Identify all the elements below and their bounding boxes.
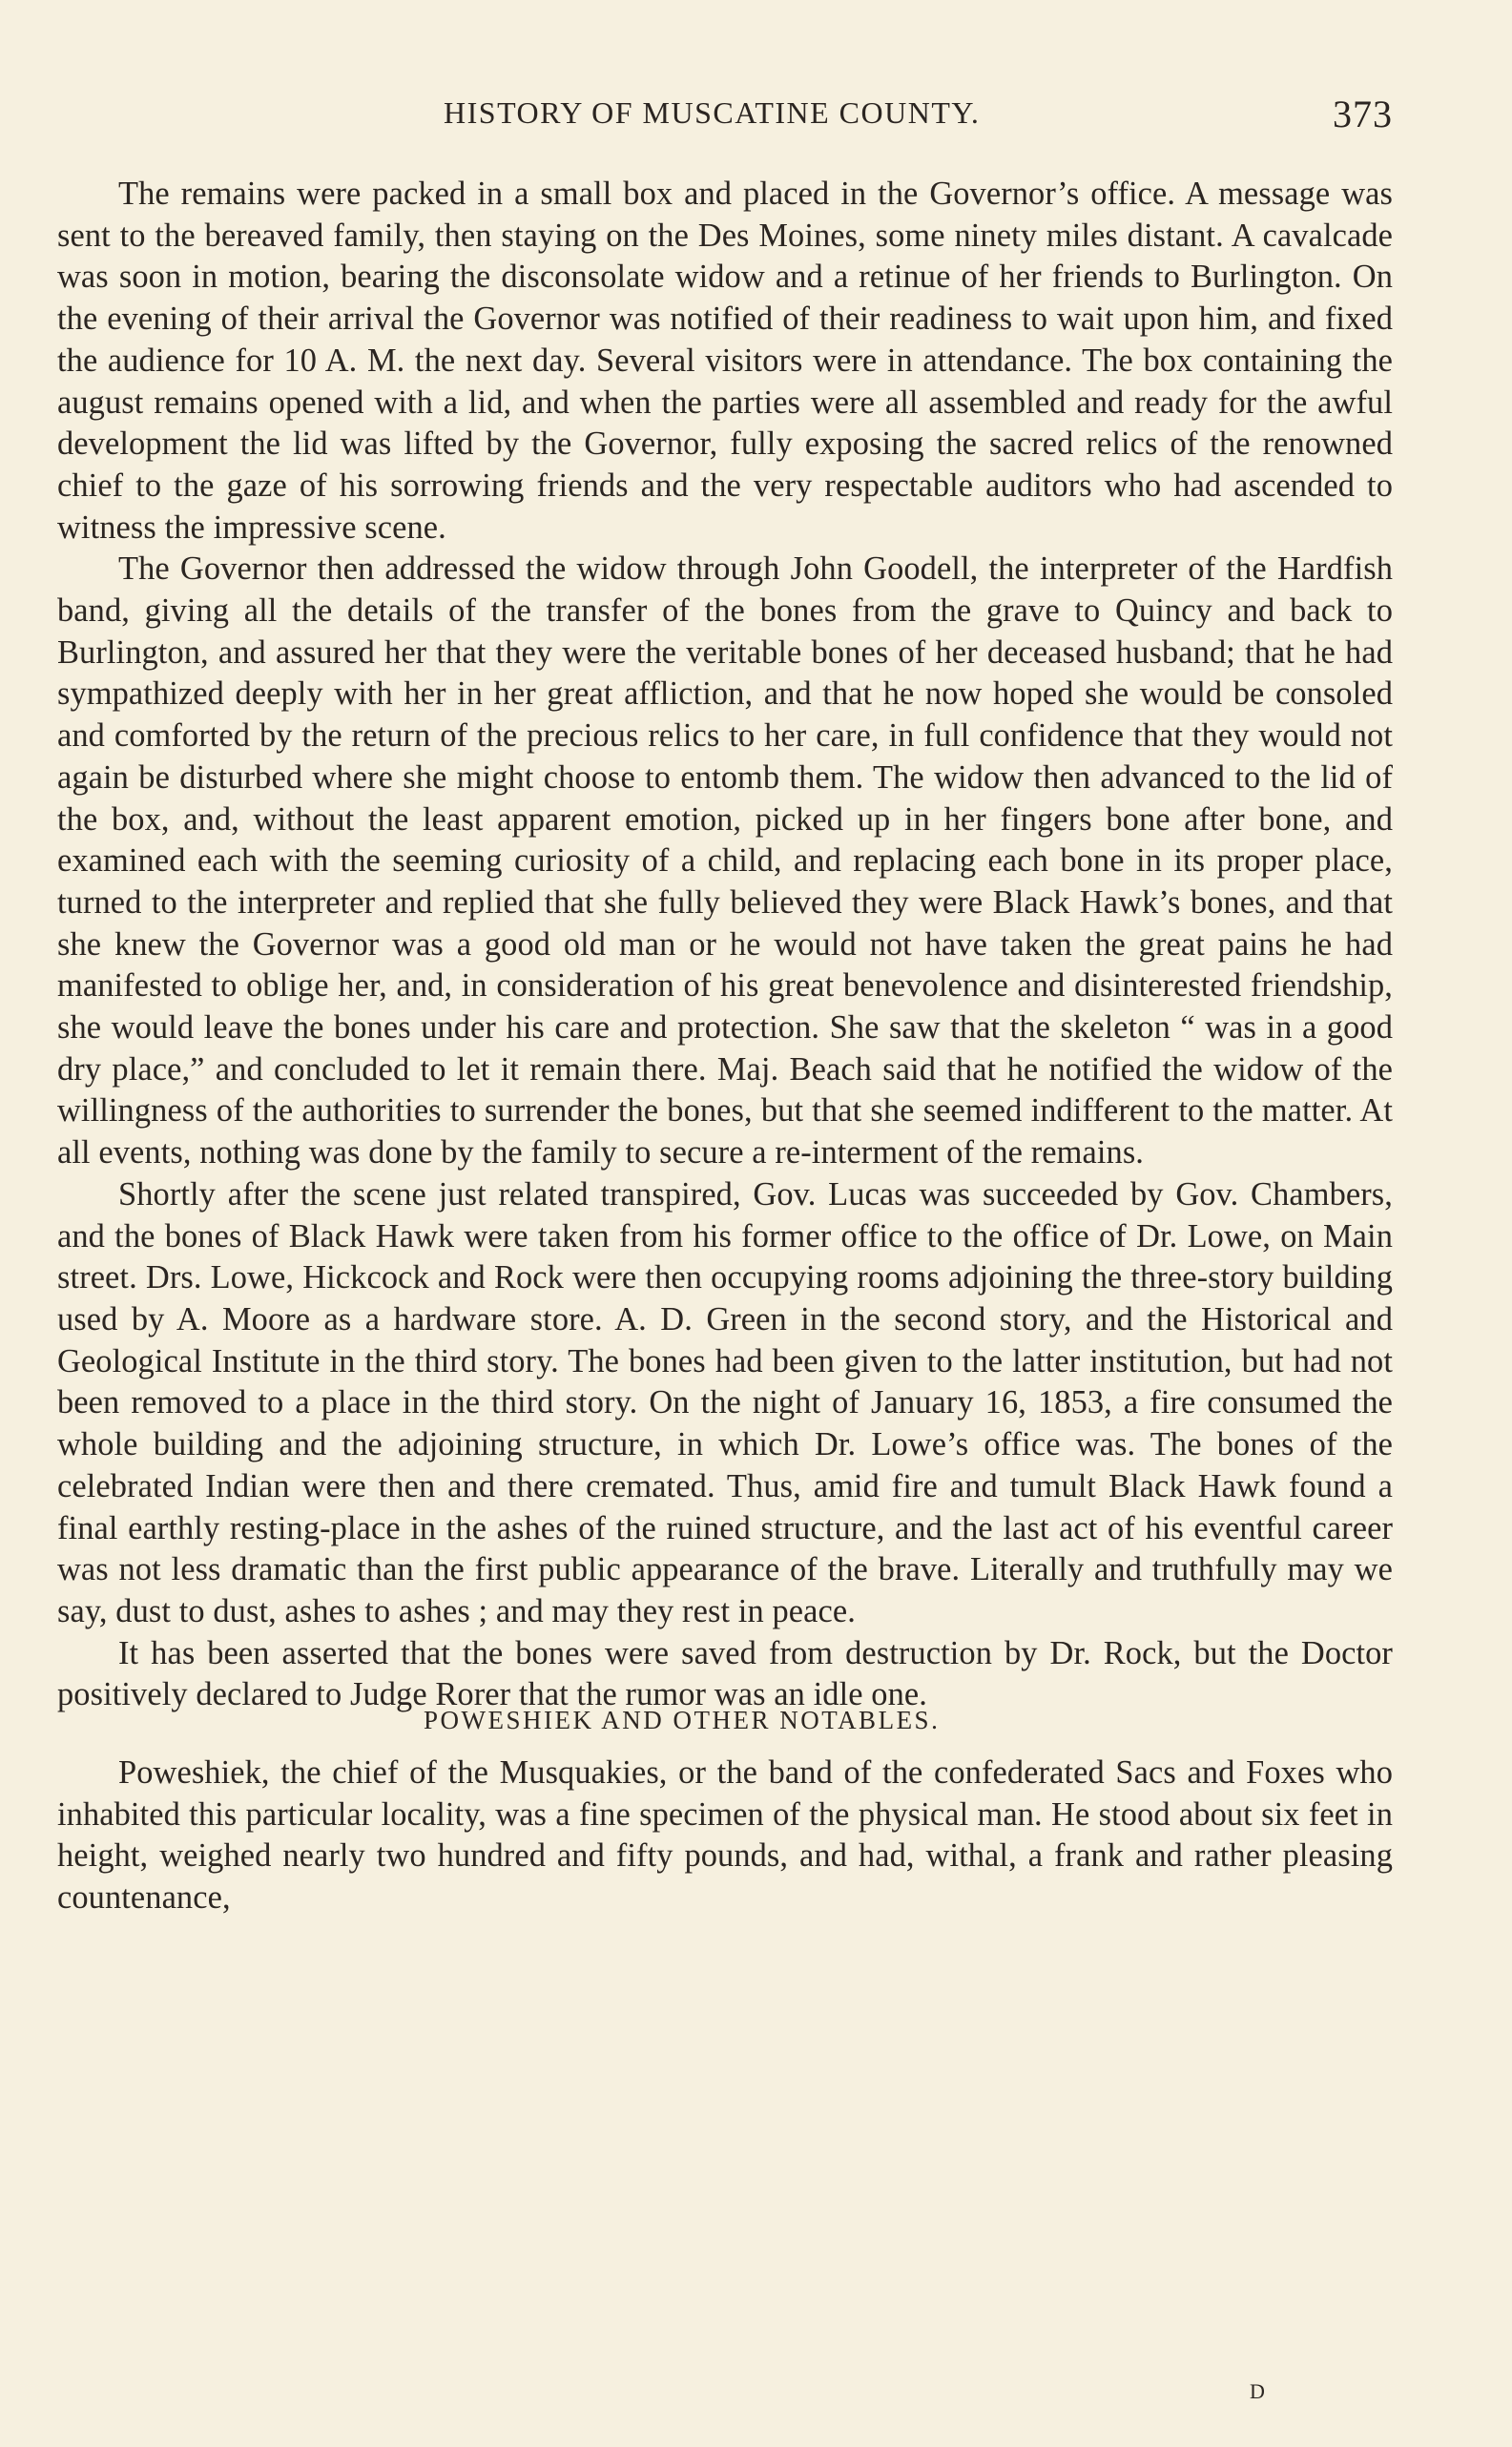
paragraph: Shortly after the scene just related transpired, Gov. Lucas was succeeded by Gov. Chambers, and the bones of Black Hawk were taken from his former office to the office of Dr. Lowe, on Main street. Drs. Lowe, Hickcock and Rock were then occupying rooms adjoining the three-story building used by A. Moore as a hardware store. A. D. Green in the second story, and the Historical and Geological Institute in the third story. The bones had been given to the latter institution, but had not been removed to a place in the third story. On the night of January 16, 1853, a fire consumed the whole building and the adjoining structure, in which Dr. Lowe’s office was. The bones of the celebrated Indian were then and there cremated. Thus, amid fire and tumult Black Hawk found a final earthly resting-place in the ashes of the ruined structure, and the last act of his eventful career was not less dramatic than the first public appearance of the brave. Literally and truthfully may we say, dust to dust, ashes to ashes ; and may they rest in peace. <box>57 1175 1393 1629</box>
section-heading: POWESHIEK AND OTHER NOTABLES. <box>424 1706 941 1735</box>
running-head <box>57 95 1393 143</box>
paragraph: The remains were packed in a small box and placed in the Governor’s office. A message was sent to the bereaved family, then staying on the Des Moines, some ninety miles distant. A cavalcade was soon in motion, bearing the disconsolate widow and a retinue of her friends to Burlington. On the evening of their arrival the Governor was notified of their readiness to wait upon him, and fixed the audience for 10 A. M. the next day. Several visitors were in attendance. The box containing the august remains opened with a lid, and when the parties were all assembled and ready for the awful development the lid was lifted by the Governor, fully exposing the sacred relics of the renowned chief to the gaze of his sorrowing friends and the very respectable auditors who had ascended to witness the impressive scene. <box>57 176 1393 546</box>
page-number: 373 <box>1333 93 1393 135</box>
body-text <box>57 174 1393 1919</box>
signature-mark: D <box>1250 2379 1265 2403</box>
paragraph: It has been asserted that the bones were saved from destruction by Dr. Rock, but the Doctor positively declared to Judge Rorer that the rumor was an idle one. <box>57 1634 1393 1713</box>
running-title: HISTORY OF MUSCATINE COUNTY. <box>444 95 981 130</box>
paragraph: Poweshiek, the chief of the Musquakies, or the band of the confederated Sacs and Foxes who inhabited this particular locality, was a fine specimen of the physical man. He stood about six feet in height, weighed nearly two hundred and fifty pounds, and had, withal, a frank and rather pleasing countenance, <box>57 1754 1393 1917</box>
paragraph: The Governor then addressed the widow through John Goodell, the interpreter of the Hardfish band, giving all the details of the transfer of the bones from the grave to Quincy and back to Burlington, and assured her that they were the veritable bones of her deceased husband; that he had sympathized deeply with her in her great affliction, and that he now hoped she would be consoled and comforted by the return of the precious relics to her care, in full confidence that they would not again be disturbed where she might choose to entomb them. The widow then advanced to the lid of the box, and, without the least apparent emotion, picked up in her fingers bone after bone, and examined each with the seeming curiosity of a child, and replacing each bone in its proper place, turned to the interpreter and replied that she fully believed they were Black Hawk’s bones, and that she knew the Governor was a good old man or he would not have taken the great pains he had manifested to oblige her, and, in consideration of his great benevolence and disinterested friendship, she would leave the bones under his care and protection. She saw that the skeleton “ was in a good dry place,” and concluded to let it remain there. Maj. Beach said that he notified the widow of the willingness of the authorities to surrender the bones, but that she seemed indifferent to the matter. At all events, nothing was done by the family to secure a re-interment of the remains. <box>57 550 1393 1172</box>
